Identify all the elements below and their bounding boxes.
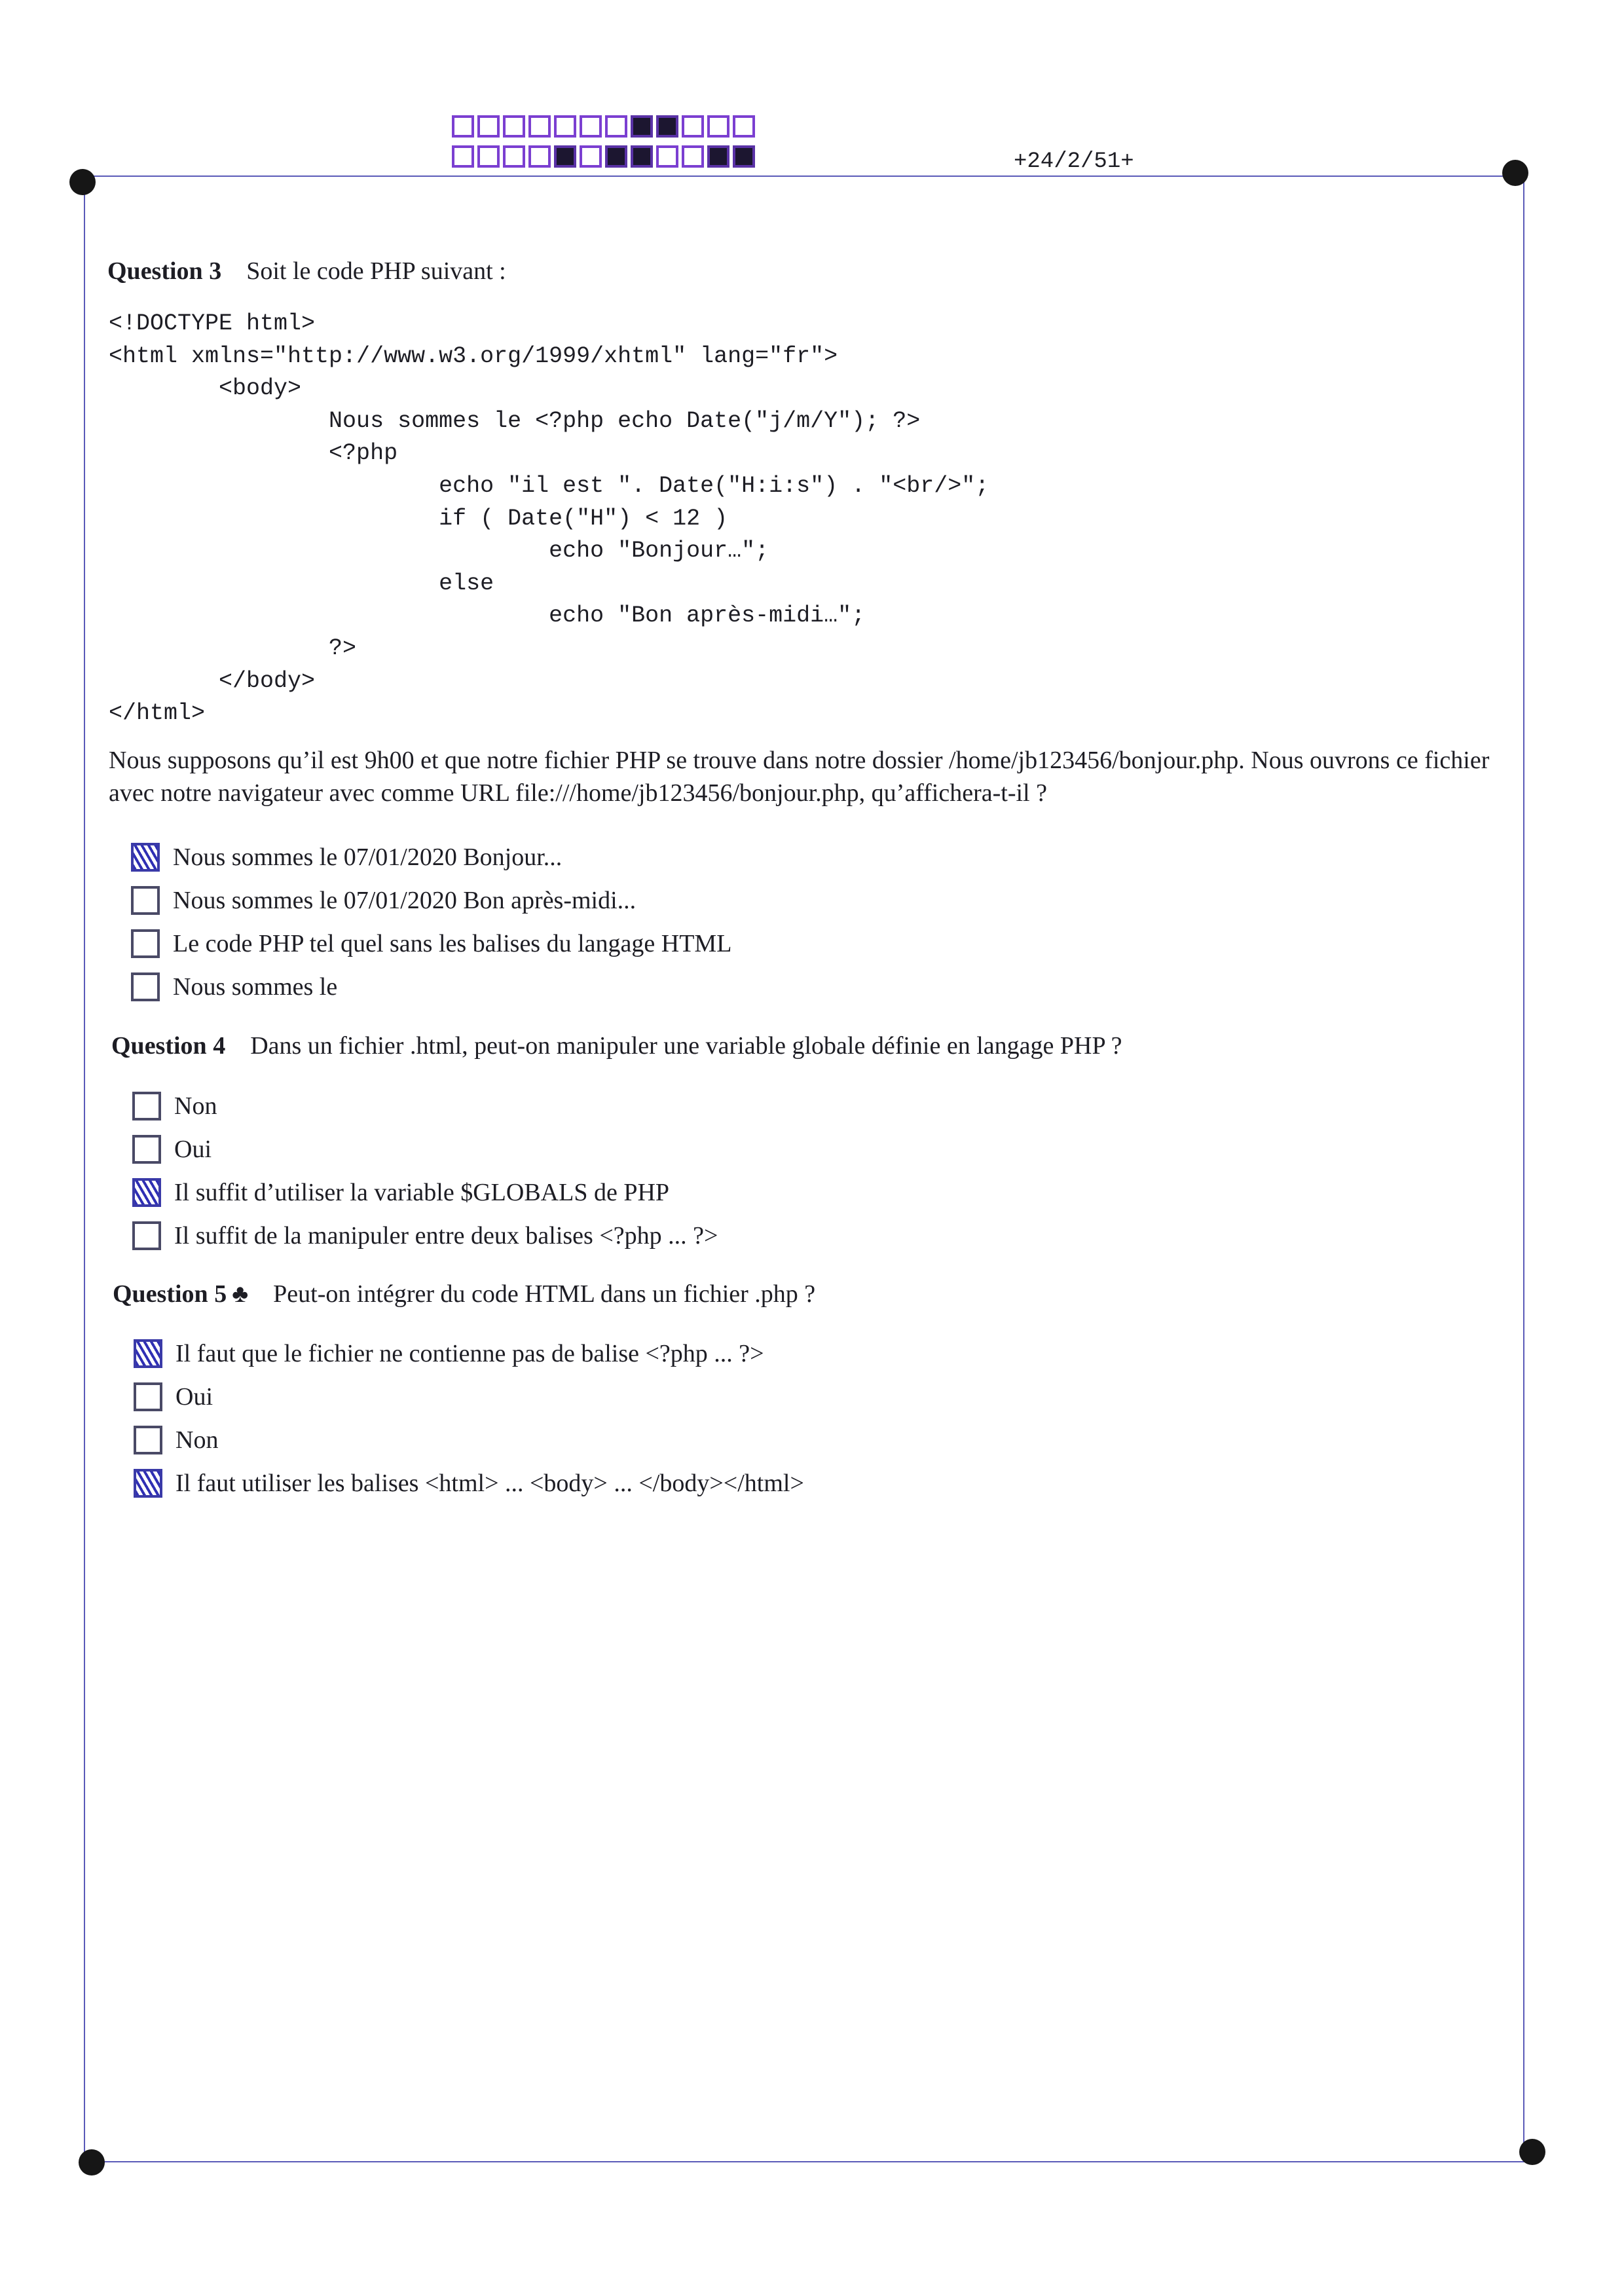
- binary-id-square: [707, 145, 729, 168]
- q4-answer-1: [132, 1084, 718, 1128]
- answer-text: Oui: [174, 1136, 212, 1163]
- answer-text: Il faut utiliser les balises <html> ... <body> ... </body></html>: [175, 1470, 804, 1497]
- question-4-label: Question 4: [111, 1032, 226, 1060]
- answer-text: Nous sommes le 07/01/2020 Bonjour...: [173, 843, 563, 871]
- q4-answer-2: [132, 1128, 718, 1171]
- q4-answer-4: [132, 1214, 718, 1257]
- binary-id-square: [554, 115, 576, 138]
- binary-id-square: [580, 115, 602, 138]
- binary-id-square: [452, 145, 474, 168]
- binary-id-square: [477, 145, 500, 168]
- registration-mark-bottom-left: [79, 2149, 105, 2176]
- answer-text: Il suffit de la manipuler entre deux balises <?php ... ?>: [174, 1222, 718, 1250]
- checked-checkbox[interactable]: [131, 843, 160, 872]
- binary-id-row: [452, 145, 758, 172]
- binary-id-square: [682, 115, 704, 138]
- question-4-text: Dans un fichier .html, peut-on manipuler une variable globale définie en langage PHP ?: [250, 1032, 1122, 1060]
- q3-answer-4: [131, 965, 731, 1009]
- answer-text: Il suffit d’utiliser la variable $GLOBALS de PHP: [174, 1179, 670, 1206]
- binary-id-square: [631, 145, 653, 168]
- checkbox[interactable]: [131, 929, 160, 958]
- binary-id-square: [452, 115, 474, 138]
- q3-answer-1: [131, 836, 731, 879]
- answer-text: Non: [175, 1426, 219, 1454]
- binary-id-square: [733, 145, 755, 168]
- question-5-answers: [134, 1332, 804, 1505]
- binary-id-square: [656, 145, 678, 168]
- checkbox[interactable]: [132, 1092, 161, 1120]
- answer-text: Le code PHP tel quel sans les balises du langage HTML: [173, 930, 732, 957]
- binary-id-square: [477, 115, 500, 138]
- q5-answer-3: [134, 1418, 804, 1462]
- binary-id-square: [631, 115, 653, 138]
- question-4-header: [111, 1031, 1122, 1060]
- question-5-header: [113, 1280, 815, 1308]
- answer-text: Il faut que le fichier ne contienne pas de balise <?php ... ?>: [175, 1340, 764, 1367]
- binary-id-square: [605, 115, 627, 138]
- answer-text: Nous sommes le: [173, 973, 338, 1001]
- q5-answer-1: [134, 1332, 804, 1375]
- question-5-text: Peut-on intégrer du code HTML dans un fichier .php ?: [273, 1280, 816, 1308]
- checkbox[interactable]: [131, 886, 160, 915]
- answer-text: Non: [174, 1092, 217, 1120]
- binary-id-square: [682, 145, 704, 168]
- q5-answer-4: [134, 1462, 804, 1505]
- binary-id-square: [528, 145, 551, 168]
- binary-id-square: [580, 145, 602, 168]
- club-icon: ♣: [232, 1280, 249, 1308]
- question-5-label: Question 5: [113, 1280, 227, 1308]
- binary-id-square: [503, 145, 525, 168]
- page-code: +24/2/51+: [1014, 149, 1134, 174]
- registration-mark-top-right: [1502, 160, 1528, 186]
- registration-mark-top-left: [69, 169, 96, 195]
- registration-mark-bottom-right: [1519, 2139, 1545, 2165]
- binary-id-square: [554, 145, 576, 168]
- binary-id-code: [452, 115, 758, 176]
- question-3-paragraph: Nous supposons qu’il est 9h00 et que notre fichier PHP se trouve dans notre dossier /home/jb123456/bonjour.php. Nous ouvrons ce fichier avec notre navigateur avec comme URL file:///home/jb123456/bonjour.php, qu’affichera-t-il ?: [109, 747, 1490, 807]
- checkbox[interactable]: [132, 1221, 161, 1250]
- checked-checkbox[interactable]: [134, 1339, 162, 1368]
- question-3-header: [107, 257, 506, 286]
- q3-answer-3: [131, 922, 731, 965]
- answer-text: Nous sommes le 07/01/2020 Bon après-midi...: [173, 887, 637, 914]
- binary-id-square: [528, 115, 551, 138]
- answer-text: Oui: [175, 1383, 213, 1411]
- question-3-label: Question 3: [107, 257, 222, 285]
- q5-answer-2: [134, 1375, 804, 1418]
- binary-id-square: [733, 115, 755, 138]
- q3-answer-2: [131, 879, 731, 922]
- binary-id-row: [452, 115, 758, 141]
- checked-checkbox[interactable]: [134, 1469, 162, 1498]
- binary-id-square: [656, 115, 678, 138]
- binary-id-square: [605, 145, 627, 168]
- question-3-answers: [131, 836, 731, 1009]
- question-4-answers: [132, 1084, 718, 1257]
- binary-id-square: [707, 115, 729, 138]
- checked-checkbox[interactable]: [132, 1178, 161, 1207]
- checkbox[interactable]: [132, 1135, 161, 1164]
- q4-answer-3: [132, 1171, 718, 1214]
- checkbox[interactable]: [134, 1382, 162, 1411]
- binary-id-square: [503, 115, 525, 138]
- php-code-listing: <!DOCTYPE html> <html xmlns="http://www.w3.org/1999/xhtml" lang="fr"> <body> Nous sommes le <?php echo Date("j/m/Y"); ?> <?php echo "il est ". Date("H:i:s") . "<br/>"; if ( Date("H") < 12 ) echo "Bonjour…"; else echo "Bon après-midi…"; ?> </body> </html>: [109, 310, 989, 727]
- question-3-text: Soit le code PHP suivant :: [246, 257, 506, 285]
- checkbox[interactable]: [131, 972, 160, 1001]
- checkbox[interactable]: [134, 1426, 162, 1454]
